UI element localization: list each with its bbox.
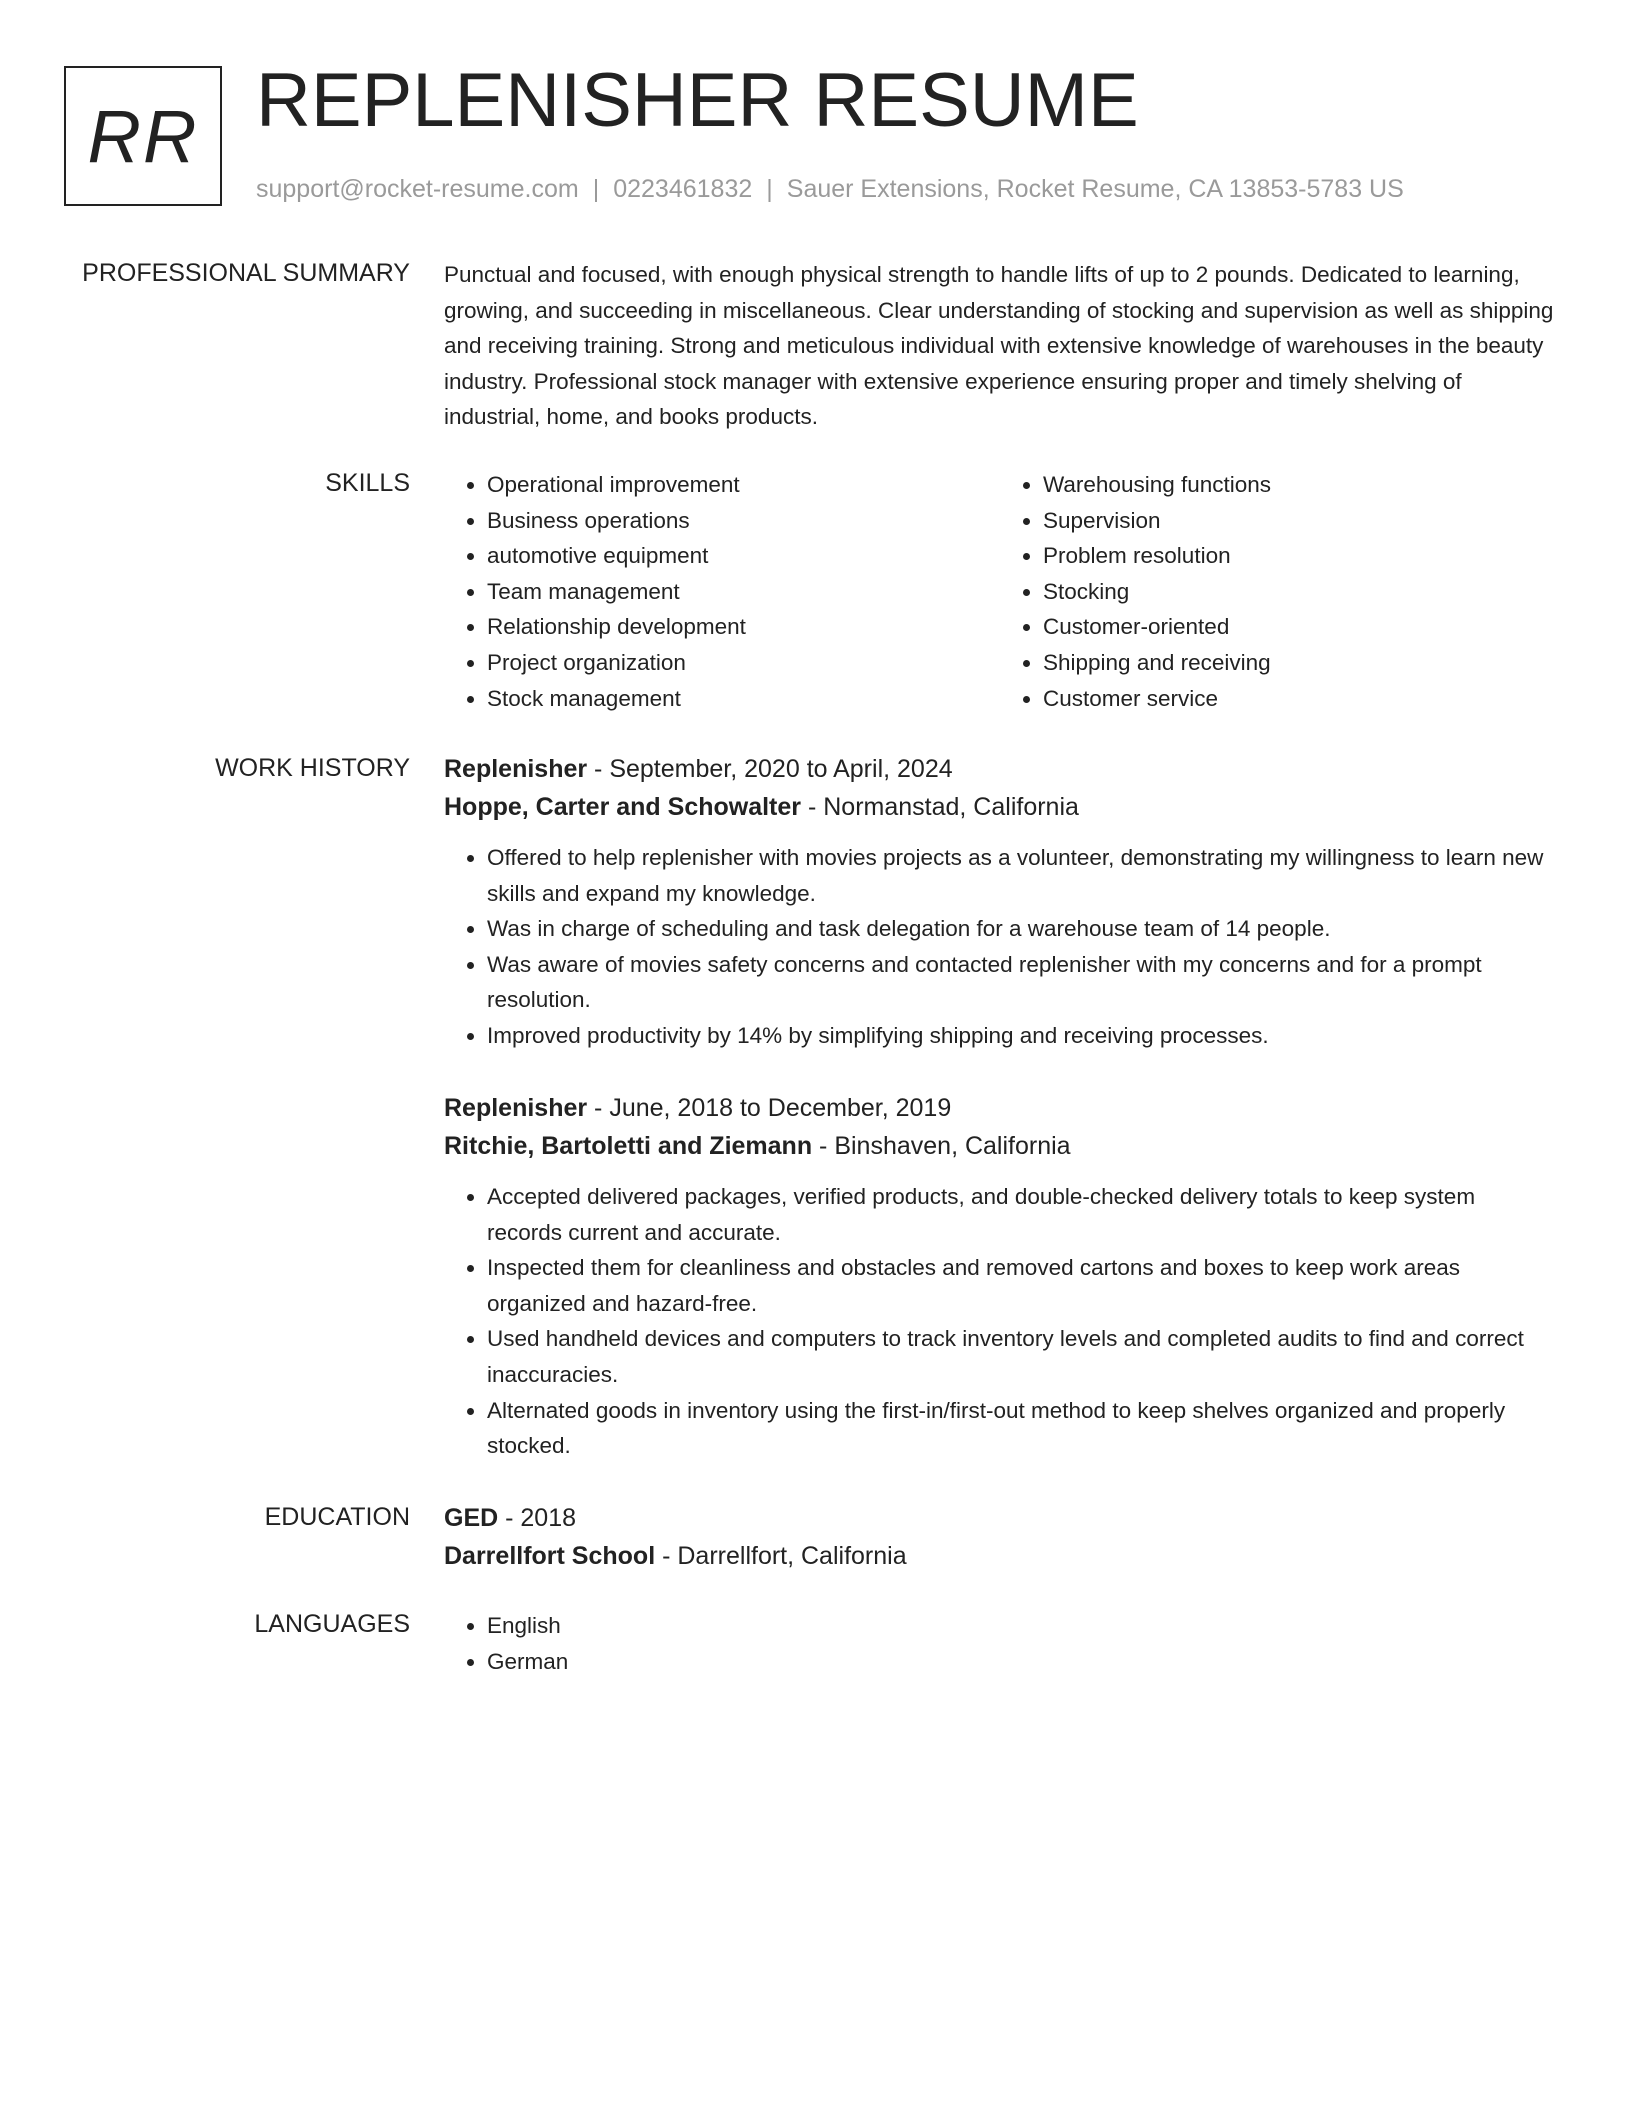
skill-item: • Customer service xyxy=(1043,681,1556,717)
contact-email: support@rocket-resume.com xyxy=(256,175,579,203)
skill-item: • Team management xyxy=(487,574,1000,610)
job-bullet: • Was in charge of scheduling and task delegation for a warehouse team of 14 people. xyxy=(487,911,1556,947)
contact-address: Sauer Extensions, Rocket Resume, CA 13853-5783 US xyxy=(786,175,1404,203)
job-title: Replenisher xyxy=(444,1094,588,1122)
skill-item: • Shipping and receiving xyxy=(1043,645,1556,681)
job-company-line xyxy=(444,1127,1556,1165)
job-bullet: • Improved productivity by 14% by simplifying shipping and receiving processes. xyxy=(487,1018,1556,1054)
job-company: Ritchie, Bartoletti and Ziemann xyxy=(444,1132,813,1160)
job-bullet: • Used handheld devices and computers to track inventory levels and completed audits to find and correct inaccuracies. xyxy=(487,1321,1556,1392)
skill-item: • Stocking xyxy=(1043,574,1556,610)
education-degree: GED xyxy=(444,1504,499,1532)
skill-item: • Operational improvement xyxy=(487,467,1000,503)
job-location: - Binshaven, California xyxy=(812,1132,1071,1160)
education-location: - Darrellfort, California xyxy=(655,1542,907,1570)
work-history-heading: WORK HISTORY xyxy=(215,754,410,782)
job-location: - Normanstad, California xyxy=(801,793,1079,821)
education-school: Darrellfort School xyxy=(444,1542,656,1570)
job-bullets xyxy=(444,1179,1556,1464)
job-bullet: • Inspected them for cleanliness and obstacles and removed cartons and boxes to keep work areas organized and hazard-free. xyxy=(487,1250,1556,1321)
job-dates: - September, 2020 to April, 2024 xyxy=(587,755,953,783)
skill-item: • Project organization xyxy=(487,645,1000,681)
job-bullet: • Accepted delivered packages, verified products, and double-checked delivery totals to keep system records current and accurate. xyxy=(487,1179,1556,1250)
education-degree-line xyxy=(444,1499,1556,1537)
skill-item: • Customer-oriented xyxy=(1043,609,1556,645)
contact-separator: | xyxy=(766,175,773,203)
languages-heading: LANGUAGES xyxy=(254,1610,410,1638)
language-item: • English xyxy=(487,1608,1556,1644)
education-school-line xyxy=(444,1537,1556,1575)
monogram-logo: RR xyxy=(64,66,222,206)
job-dates: - June, 2018 to December, 2019 xyxy=(587,1094,952,1122)
job-company: Hoppe, Carter and Schowalter xyxy=(444,793,802,821)
contact-separator: | xyxy=(592,175,600,203)
skill-item: • Supervision xyxy=(1043,503,1556,539)
job-title-line xyxy=(444,750,1556,788)
education-year: - 2018 xyxy=(498,1504,577,1532)
skill-item: • Relationship development xyxy=(487,609,1000,645)
job-bullets xyxy=(444,840,1556,1054)
contact-line xyxy=(256,172,1404,206)
job-company-line xyxy=(444,788,1556,826)
summary-heading: PROFESSIONAL SUMMARY xyxy=(82,259,410,287)
skill-item: • Business operations xyxy=(487,503,1000,539)
job-title: Replenisher xyxy=(444,755,588,783)
job-title-line xyxy=(444,1089,1556,1127)
job-bullet: • Offered to help replenisher with movies projects as a volunteer, demonstrating my willingness to learn new skills and expand my knowledge. xyxy=(487,840,1556,911)
job-entry xyxy=(444,750,1556,1054)
contact-phone: 0223461832 xyxy=(613,175,753,203)
job-entry xyxy=(444,1089,1556,1464)
summary-text: Punctual and focused, with enough physical strength to handle lifts of up to 2 pounds. Dedicated to learning, growing, and succeeding in miscellaneous. Clear understanding of stocking and supervision as well as shipping and receiving training. Strong and meticulous individual with extensive knowledge of warehouses in the beauty industry. Professional stock manager with extensive experience ensuring proper and timely shelving of industrial, home, and books products. xyxy=(444,262,1554,430)
resume-title: REPLENISHER RESUME xyxy=(256,58,1139,143)
skills-list-right xyxy=(1000,467,1556,716)
skill-item: • Warehousing functions xyxy=(1043,467,1556,503)
skills-heading: SKILLS xyxy=(325,469,410,497)
skill-item: • Problem resolution xyxy=(1043,538,1556,574)
languages-list xyxy=(444,1608,1556,1679)
job-bullet: • Alternated goods in inventory using the first-in/first-out method to keep shelves organized and properly stocked. xyxy=(487,1393,1556,1464)
education-heading: EDUCATION xyxy=(264,1503,410,1531)
job-bullet: • Was aware of movies safety concerns and contacted replenisher with my concerns and for a prompt resolution. xyxy=(487,947,1556,1018)
skill-item: • Stock management xyxy=(487,681,1000,717)
skill-item: • automotive equipment xyxy=(487,538,1000,574)
language-item: • German xyxy=(487,1644,1556,1680)
skills-list-left xyxy=(444,467,1000,716)
